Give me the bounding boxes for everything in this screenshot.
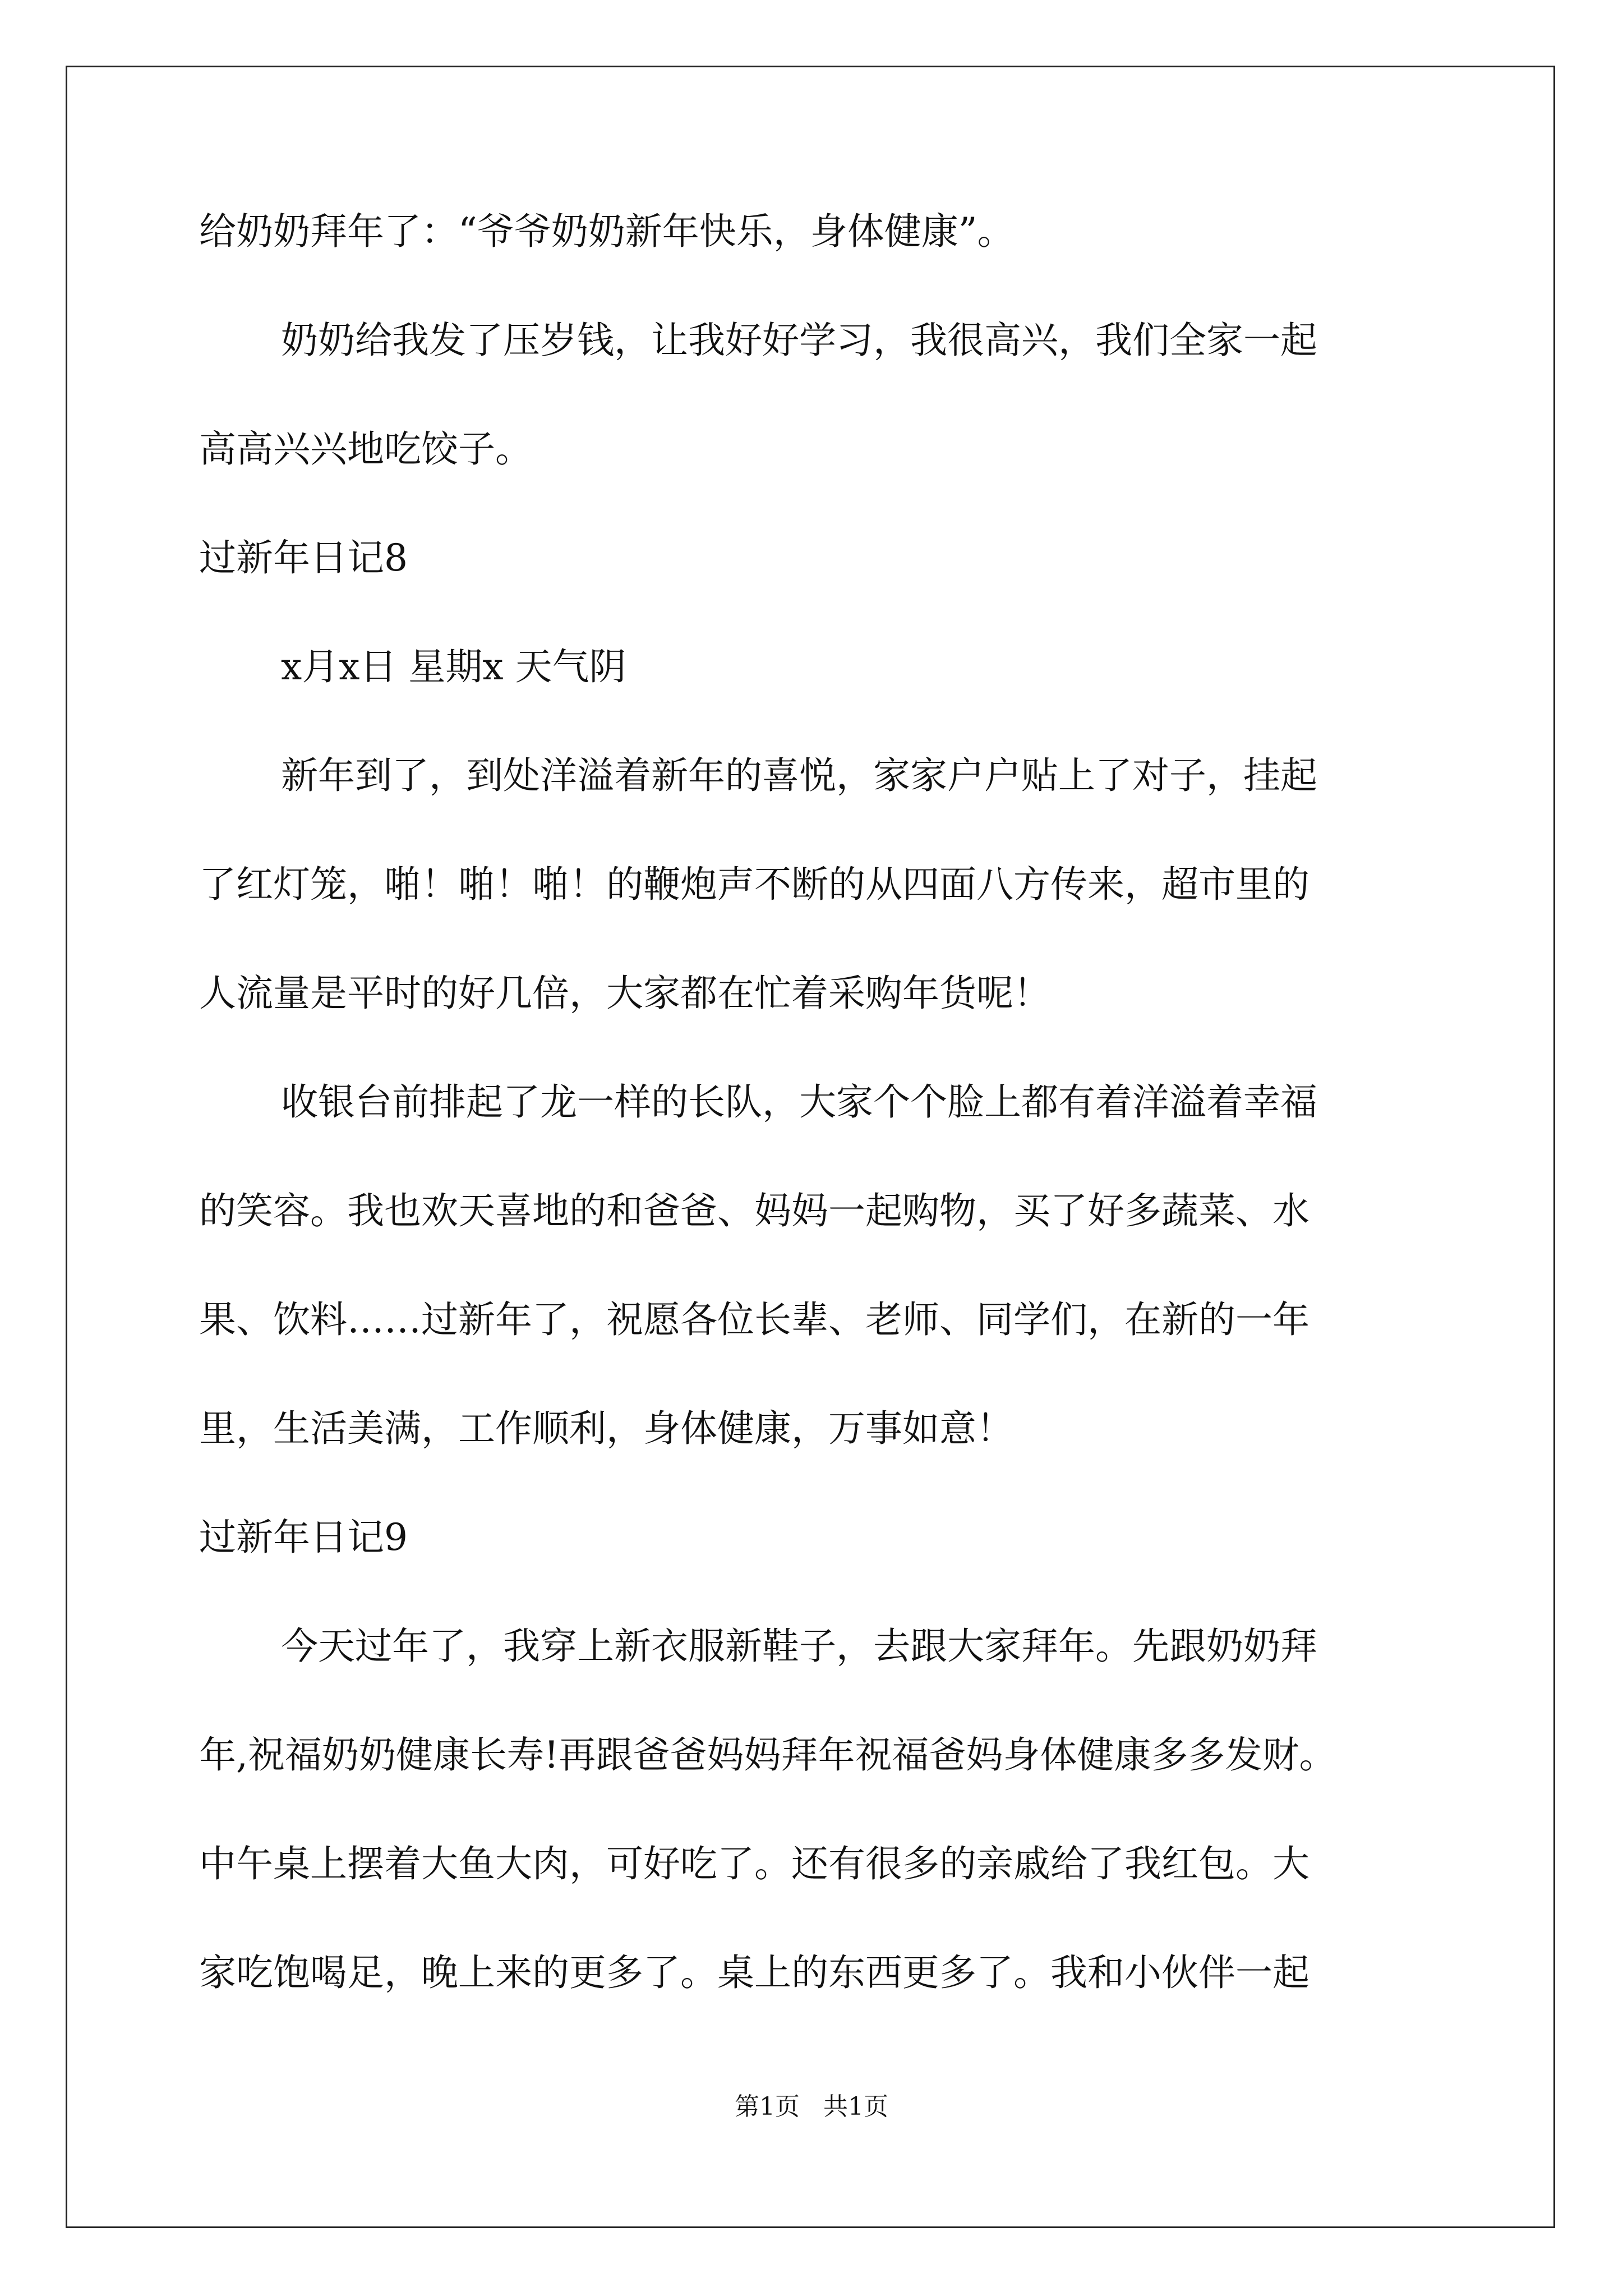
paragraph-line: 了红灯笼，啪！啪！啪！的鞭炮声不断的从四面八方传来，超市里的 bbox=[199, 863, 1310, 906]
document-body bbox=[199, 210, 1427, 2063]
paragraph-line: 给奶奶拜年了：“爷爷奶奶新年快乐，身体健康”。 bbox=[199, 210, 1015, 253]
paragraph-line: 中午桌上摆着大鱼大肉，可好吃了。还有很多的亲戚给了我红包。大 bbox=[199, 1842, 1310, 1885]
section-heading: 过新年日记9 bbox=[199, 1516, 408, 1559]
paragraph-line: 的笑容。我也欢天喜地的和爸爸、妈妈一起购物，买了好多蔬菜、水 bbox=[199, 1189, 1310, 1232]
paragraph-line: 高高兴兴地吃饺子。 bbox=[199, 427, 532, 471]
paragraph-line: 家吃饱喝足，晚上来的更多了。桌上的东西更多了。我和小伙伴一起 bbox=[199, 1951, 1310, 1994]
paragraph-line: 人流量是平时的好几倍，大家都在忙着采购年货呢！ bbox=[199, 972, 1050, 1015]
paragraph-line: 今天过年了，我穿上新衣服新鞋子，去跟大家拜年。先跟奶奶拜 bbox=[281, 1625, 1317, 1668]
paragraph-line: 果、饮料……过新年了，祝愿各位长辈、老师、同学们，在新的一年 bbox=[199, 1298, 1310, 1341]
date-weather-line: x月x日 星期x 天气阴 bbox=[281, 645, 626, 688]
section-heading: 过新年日记8 bbox=[199, 536, 408, 579]
page-footer: 第1页 共1页 bbox=[735, 2092, 888, 2121]
paragraph-line: 年,祝福奶奶健康长寿!再跟爸爸妈妈拜年祝福爸妈身体健康多多发财。 bbox=[199, 1733, 1336, 1777]
paragraph-line: 收银台前排起了龙一样的长队，大家个个脸上都有着洋溢着幸福 bbox=[281, 1080, 1317, 1124]
paragraph-line: 里，生活美满，工作顺利，身体健康，万事如意！ bbox=[199, 1407, 1013, 1450]
paragraph-line: 奶奶给我发了压岁钱，让我好好学习，我很高兴，我们全家一起 bbox=[281, 319, 1317, 362]
paragraph-line: 新年到了，到处洋溢着新年的喜悦，家家户户贴上了对子，挂起 bbox=[281, 754, 1317, 797]
